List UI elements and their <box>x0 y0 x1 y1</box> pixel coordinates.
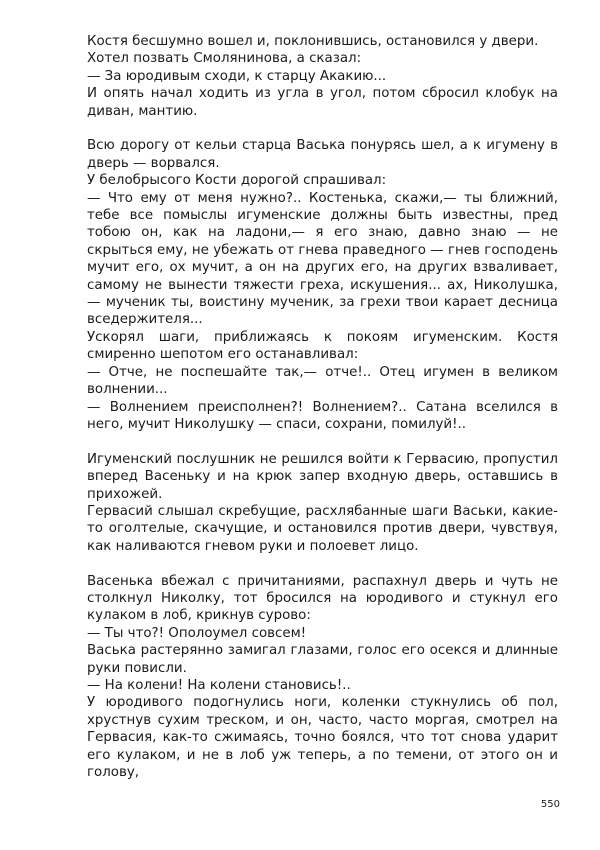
paragraph: Хотел позвать Смолянинова, а сказал: <box>87 51 362 67</box>
body-text <box>87 33 558 781</box>
paragraph: Костя бесшумно вошел и, поклонившись, остановился у двери. <box>87 34 539 49</box>
paragraph: — За юродивым сходи, к старцу Акакию... <box>87 68 387 84</box>
paragraph: — Волнением преисполнен?! Волнением?.. Сатана вселился в него, мучит Николушку — спаси, сохрани, помилуй!.. <box>87 399 558 432</box>
paragraph: — Отче, не поспешайте так,— отче!.. Отец игумен в великом волнении... <box>87 364 558 398</box>
paragraph: Всю дорогу от кельи старца Васька понурясь шел, а к игумену в дверь — ворвался. <box>87 138 558 171</box>
paragraph: — Что ему от меня нужно?.. Костенька, скажи,— ты ближний, тебе все помыслы игуменские должны быть известны, пред тобою он, как на ладони,— я его знаю, давно знаю — не скрыться ему, не убежать от гнева праведного — гнев господень мучит его, ох мучит, а он на других его, на других взваливает, самому не вынести тяжести греха, искушения... ах, Николушка,— мученик ты, воистину мученик, за грехи твои карает десница вседержителя... <box>87 190 558 328</box>
paragraph: Гервасий слышал скребущие, расхлябанные шаги Васьки, какие-то оголтелые, скачущие, и остановился против двери, чувствуя, как наливаются гневом руки и полоевет лицо. <box>87 503 558 554</box>
page-number: 550 <box>540 799 560 810</box>
paragraph: У юродивого подогнулись ноги, коленки стукнулись об пол, хрустнув сухим треском, и он, часто, часто моргая, смотрел на Гервасия, как-то сжимаясь, точно боялся, что тот снова ударит его кулаком, и не в лоб уж теперь, а по темени, от этого он и голову, <box>87 695 558 781</box>
paragraph: Васенька вбежал с причитаниями, распахнул дверь и чуть не столкнул Николку, тот бросился на юродивого и стукнул его кулаком в лоб, крикнув сурово: <box>87 573 558 624</box>
paragraph: Васька растерянно замигал глазами, голос его осекся и длинные руки повисли. <box>87 643 558 676</box>
paragraph: — На колени! На колени становись!.. <box>87 677 351 693</box>
paragraph: И опять начал ходить из угла в угол, потом сбросил клобук на диван, мантию. <box>87 86 558 119</box>
paragraph: Ускорял шаги, приближаясь к покоям игуменским. Костя смиренно шепотом его останавливал: <box>87 329 558 363</box>
paragraph: Игуменский послушник не решился войти к Гервасию, пропустил вперед Васеньку и на крюк запер входную дверь, оставшись в прихожей. <box>87 451 558 502</box>
paragraph: У белобрысого Кости дорогой спрашивал: <box>87 173 387 189</box>
paragraph: — Ты что?! Ополоумел совсем! <box>87 625 307 641</box>
